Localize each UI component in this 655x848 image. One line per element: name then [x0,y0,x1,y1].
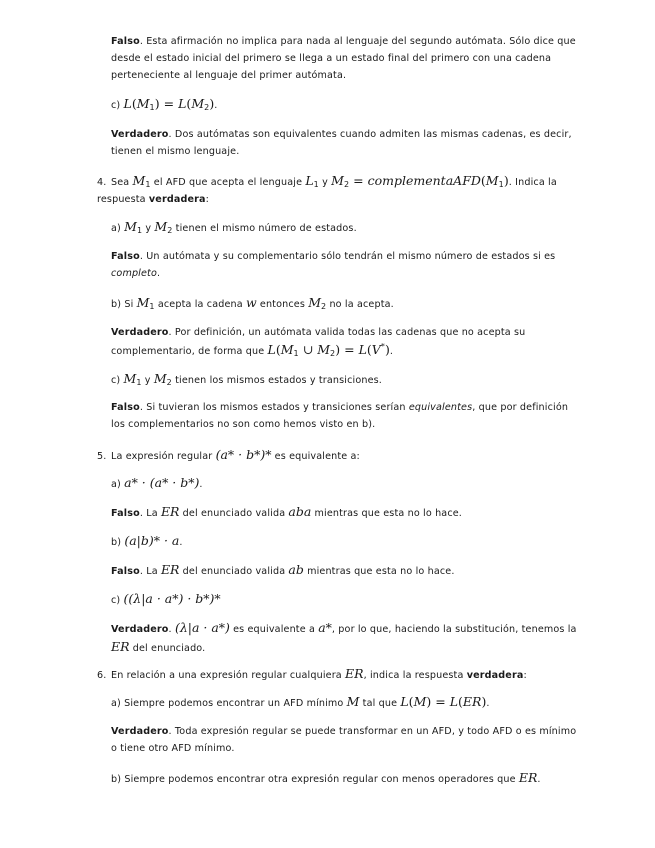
math: ) [481,694,487,709]
math: ER [518,770,538,785]
verdict: Verdadero [111,726,169,737]
math: 1 [498,180,504,189]
q4-b-explanation [111,324,579,360]
question-4-stem [97,172,579,208]
verdict: Falso [111,251,140,262]
math: M [485,173,499,188]
text: La expresión regular [111,451,216,462]
question-number: 4. [97,177,107,188]
text: . Si tuvieran los mismos estados y transiciones serían [139,402,409,413]
math: . [214,100,218,111]
verdict: Falso [111,36,140,47]
math: ( [408,694,414,709]
text: En relación a una expresión regular cualquiera [111,670,346,681]
text: . Por definición, un autómata valida todas las cadenas que no acepta su complementario, de forma que [111,327,526,357]
math: ∪ [298,342,318,357]
math: 1 [313,180,319,189]
option-label: a) [111,223,125,234]
math: ( [131,96,137,111]
q3-option-c [111,95,579,114]
verdict: Falso [111,508,140,519]
text: verdadera [148,194,206,205]
math: M [153,371,167,386]
q5-option-b [111,532,579,551]
math: ER [160,504,180,519]
text: verdadera [466,670,524,681]
math: 1 [293,349,299,358]
text: . La [139,566,161,577]
text: del enunciado. [129,643,206,654]
text: . [486,698,490,709]
math: 1 [136,378,142,387]
text: tienen el mismo número de estados. [172,223,357,234]
math: aba [288,504,312,519]
math: ( [480,173,486,188]
text: y [318,177,332,188]
math: ( [458,694,463,709]
math: = [159,96,179,111]
text: , por lo que, haciendo la substitución, tenemos la [331,624,577,635]
math: ) [154,96,160,111]
math: M [124,219,137,234]
math: L [123,96,132,111]
math: L [178,96,187,111]
math: M [132,173,146,188]
math: 2 [204,103,210,112]
text: . [156,268,161,279]
math: L [358,342,367,357]
math: = [340,342,359,357]
verdict: Falso [111,566,140,577]
q3-c-explanation [111,126,579,160]
math: ER [160,562,180,577]
math: ) [503,173,509,188]
explanation-text: . Dos autómatas son equivalentes cuando admiten las mismas cadenas, es decir, tienen el mismo lenguaje. [111,129,572,157]
math: 2 [167,226,173,235]
math: 2 [330,349,336,358]
text: y [142,223,155,234]
text: , que por definición los complementarios no son como hemos visto en b). [111,402,569,430]
math: (a|b)* · a [124,533,180,548]
text: es equivalente a [229,624,319,635]
math: 1 [149,103,155,112]
math: L [400,694,409,709]
math: M [280,342,294,357]
q6-option-b [111,769,579,788]
math: 1 [149,302,155,311]
q3-b-explanation [111,33,579,84]
q4-a-explanation [111,248,579,282]
verdict: Falso [111,402,140,413]
math: M [317,342,331,357]
math: ) [209,96,215,111]
math: 2 [321,302,327,311]
math: ) [384,342,390,357]
math: M [413,694,427,709]
text: completo [111,268,157,279]
math: ) [335,342,341,357]
math: (a* · b*)* [215,447,272,462]
text: . Indica la respuesta [97,177,557,205]
math: ER [462,694,482,709]
q5-c-explanation [111,619,579,657]
option-label: b) Siempre podemos encontrar otra expresión regular con menos operadores que [111,774,519,785]
math: 2 [166,378,172,387]
math: a* · (a* · b*) [124,475,200,490]
math: ab [288,562,304,577]
math: = [349,173,368,188]
option-label: b) Si [111,299,137,310]
math: ER [345,666,364,681]
text: tienen los mismos estados y transiciones. [171,375,382,386]
math: M [308,295,321,310]
math: 1 [136,226,143,235]
text: Sea [111,177,133,188]
text: mientras que esta no lo hace. [311,508,463,519]
q4-option-a [111,218,579,237]
text: . Toda expresión regular se puede transformar en un AFD, y todo AFD o es mínimo o tiene otro AFD mínimo. [111,726,577,754]
question-5-stem [97,446,579,465]
math: (λ|a · a*) [174,620,230,635]
math: L [305,173,314,188]
option-label: b) [111,537,125,548]
math: a* [318,620,332,635]
text: . [389,346,394,357]
math: M [191,96,205,111]
math: M [136,295,150,310]
q4-c-explanation [111,399,579,433]
text: no la acepta. [326,299,394,310]
math: ) [426,694,432,709]
math: 1 [145,180,151,189]
text: el AFD que acepta el lenguaje [150,177,306,188]
question-6-stem [97,665,579,684]
text: . [168,624,175,635]
q6-option-a [111,693,579,712]
math: ((λ|a · a*) · b*)* [123,591,221,606]
text: y [141,375,154,386]
question-number: 6. [97,670,107,681]
math: L [449,694,458,709]
q4-option-b [111,294,579,313]
math: w [246,295,257,310]
math: ER [111,639,130,654]
math: V [371,342,381,357]
math: complementaAFD [367,173,481,188]
text: del enunciado valida [179,508,289,519]
math: ( [186,96,192,111]
option-label: c) [111,375,124,386]
math: ( [366,342,372,357]
math: M [331,173,344,188]
text: tal que [359,698,401,709]
verdict: Verdadero [111,327,169,338]
text: . La [139,508,161,519]
math: . [179,537,183,548]
math: ( [275,342,281,357]
math: 2 [343,180,350,189]
text: es equivalente a: [271,451,360,462]
q4-option-c [111,370,579,389]
math: . [199,479,203,490]
option-label: a) [111,479,125,490]
option-label: c) [111,100,124,111]
text: . Un autómata y su complementario sólo tendrán el mismo número de estados si es [139,251,556,262]
option-label: c) [111,595,124,606]
question-number: 5. [97,451,107,462]
text: : [205,194,210,205]
q5-option-a [111,474,579,493]
q6-a-explanation [111,723,579,757]
text: , indica la respuesta [363,670,467,681]
text: del enunciado valida [179,566,289,577]
math: M [346,694,360,709]
text: acepta la cadena [154,299,246,310]
text: equivalentes [408,402,473,413]
math: * [380,342,385,351]
q5-b-explanation [111,561,579,580]
math: L [267,342,276,357]
q5-a-explanation [111,503,579,522]
verdict: Verdadero [111,624,169,635]
math: M [123,371,137,386]
text: : [523,670,527,681]
math: M [154,219,168,234]
option-label: a) Siempre podemos encontrar un AFD mínimo [111,698,347,709]
math: M [136,96,150,111]
verdict: Verdadero [111,129,169,140]
explanation-text: . Esta afirmación no implica para nada al lenguaje del segundo autómata. Sólo dice que desde el estado inicial del primero se llega a un estado final del primero con una cadena perteneciente al lenguaje del primer autómata. [111,36,576,81]
text: mientras que esta no lo hace. [303,566,455,577]
text: entonces [256,299,309,310]
math: = [431,694,450,709]
q5-option-c [111,590,579,609]
text: . [537,774,541,785]
